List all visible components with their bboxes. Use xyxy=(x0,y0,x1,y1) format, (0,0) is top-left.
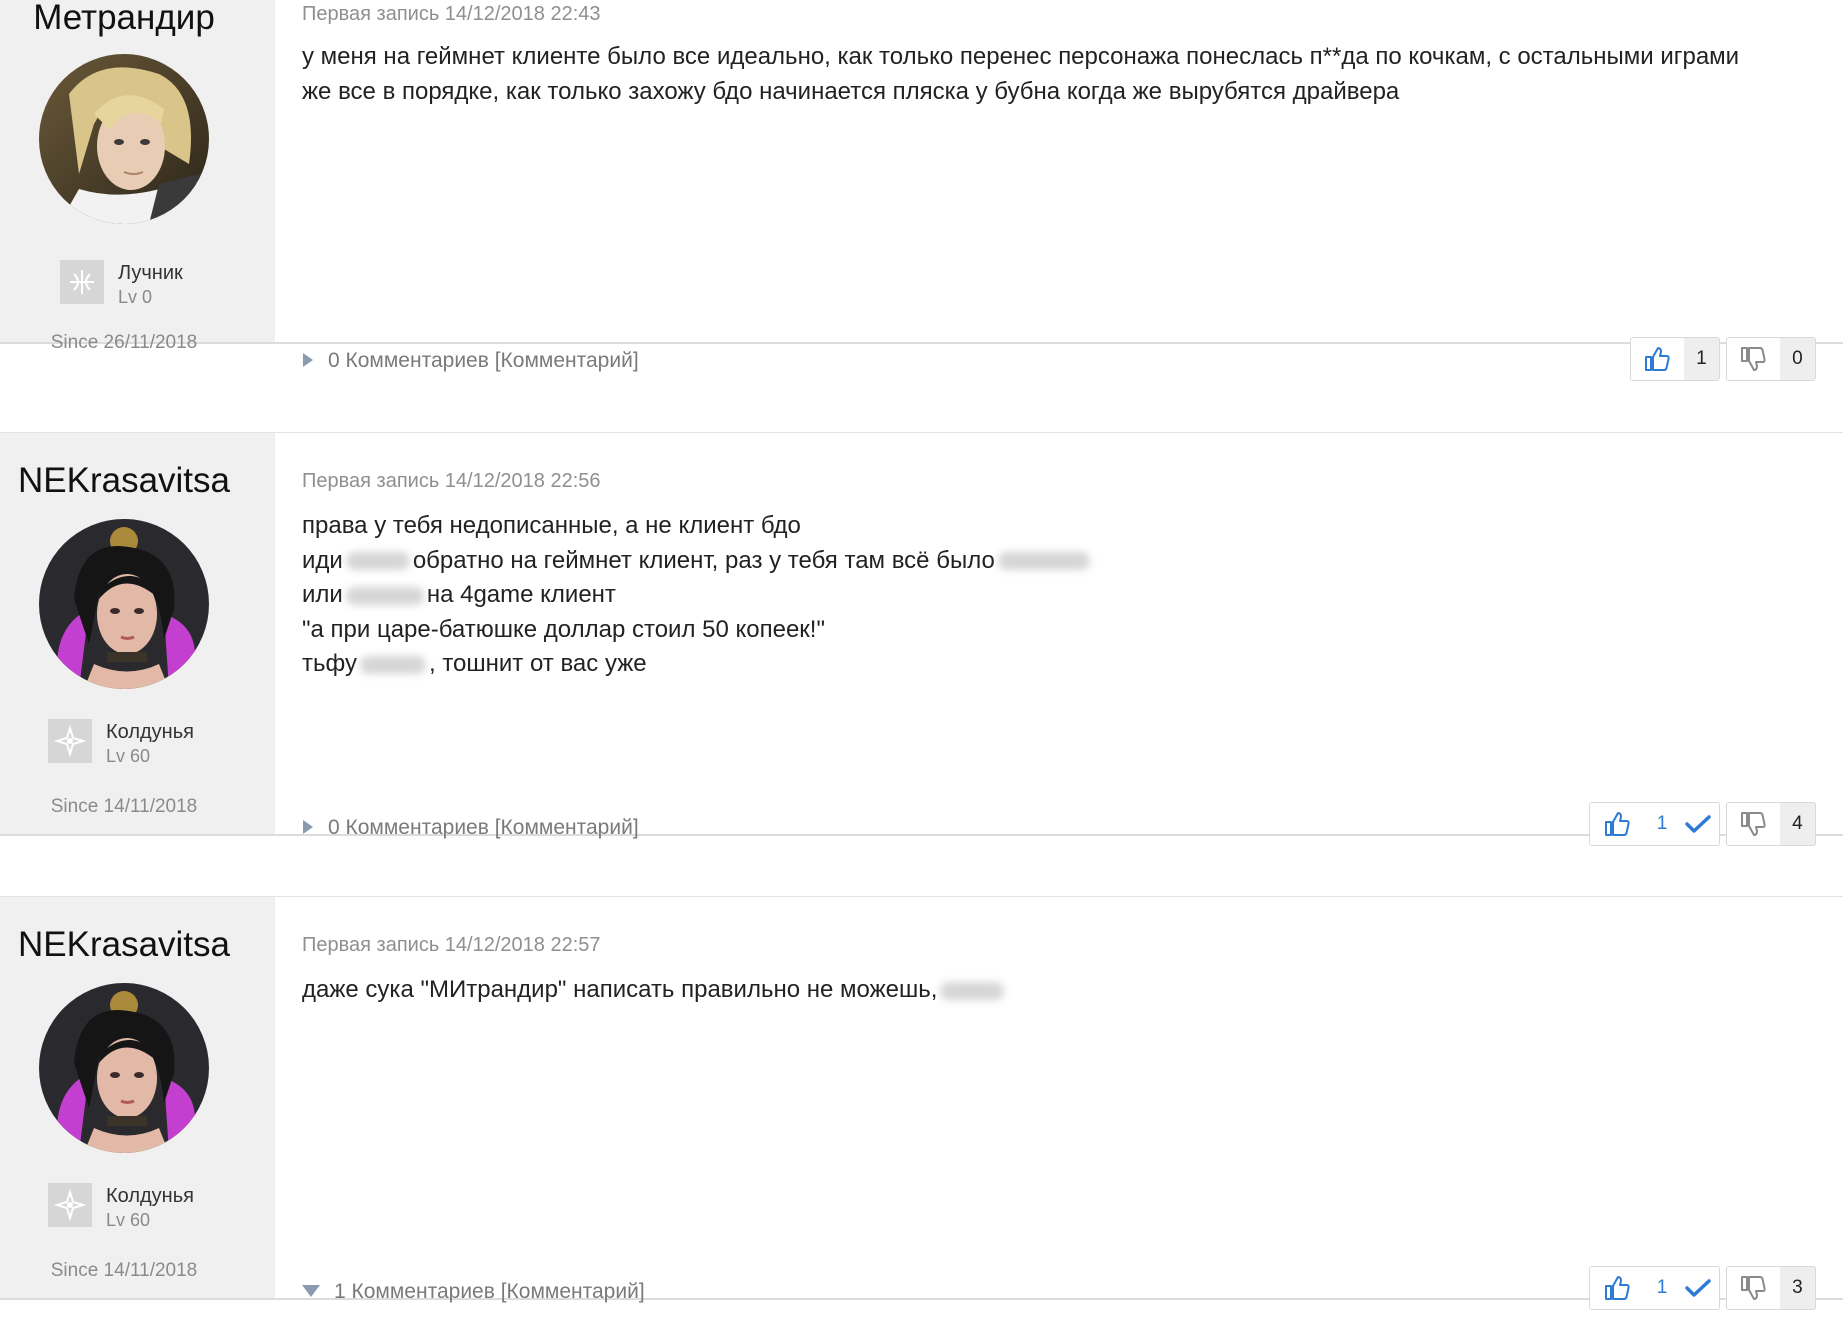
post-line: или на 4game клиент xyxy=(302,581,616,608)
class-name: Лучник xyxy=(118,262,183,284)
member-since: Since 14/11/2018 xyxy=(50,796,198,817)
avatar[interactable] xyxy=(39,54,209,224)
dislike-button[interactable] xyxy=(1726,1266,1816,1310)
comments-toggle[interactable] xyxy=(302,816,639,840)
post-body xyxy=(302,509,1813,682)
triangle-right-icon xyxy=(302,349,314,373)
triangle-down-icon xyxy=(302,1280,320,1304)
post-date: Первая запись 14/12/2018 22:57 xyxy=(302,934,601,956)
post-content xyxy=(302,0,1813,372)
post-body xyxy=(302,973,1813,1008)
post xyxy=(0,896,1843,1303)
post-body xyxy=(302,40,1813,109)
post-content xyxy=(302,433,1813,839)
comments-toggle[interactable] xyxy=(302,1280,645,1304)
censored-word xyxy=(346,587,424,605)
comments-label: 0 Комментариев [Комментарий] xyxy=(328,816,639,839)
like-count: 1 xyxy=(1656,1277,1668,1298)
thumbs-down-icon xyxy=(1727,803,1780,845)
class-level: Lv 0 xyxy=(118,287,153,307)
post-content xyxy=(302,897,1813,1303)
post-date: Первая запись 14/12/2018 22:56 xyxy=(302,470,601,492)
author-name[interactable]: NEKrasavitsa xyxy=(17,925,231,964)
post-line: тьфу , тошнит от вас уже xyxy=(302,650,647,677)
dislike-count: 0 xyxy=(1780,338,1815,380)
thumbs-down-icon xyxy=(1727,338,1780,380)
member-since: Since 26/11/2018 xyxy=(50,332,198,353)
class-name: Колдунья xyxy=(106,721,194,743)
comments-toggle[interactable] xyxy=(302,349,639,373)
avatar[interactable] xyxy=(39,519,209,689)
censored-word xyxy=(998,552,1090,570)
censored-word xyxy=(346,552,410,570)
post-line: права у тебя недописанные, а не клиент бдо xyxy=(302,512,801,539)
class-level: Lv 60 xyxy=(106,746,151,766)
sorceress-icon xyxy=(48,719,92,763)
thumbs-up-icon xyxy=(1590,1267,1644,1309)
dislike-button[interactable] xyxy=(1726,802,1816,846)
author-name[interactable]: NEKrasavitsa xyxy=(17,461,231,500)
sorceress-icon xyxy=(48,1183,92,1227)
post-line: иди обратно на геймнет клиент, раз у тебя там всё было xyxy=(302,544,1813,579)
author-name[interactable]: Метрандир xyxy=(33,0,215,37)
thumbs-up-icon xyxy=(1590,803,1644,845)
post xyxy=(0,0,1843,372)
like-button[interactable] xyxy=(1589,802,1720,846)
dislike-count: 4 xyxy=(1780,803,1815,845)
comments-label: 1 Комментариев [Комментарий] xyxy=(334,1280,645,1303)
bow-icon xyxy=(60,260,104,304)
member-since: Since 14/11/2018 xyxy=(50,1260,198,1281)
class-name: Колдунья xyxy=(106,1185,194,1207)
post-line: даже сука "МИтрандир" написать правильно не можешь, xyxy=(302,973,1813,1008)
class-level: Lv 60 xyxy=(106,1210,151,1230)
post-line: "а при царе-батюшке доллар стоил 50 копеек!" xyxy=(302,615,825,643)
check-icon xyxy=(1680,1267,1716,1309)
author-panel xyxy=(0,897,275,1298)
triangle-right-icon xyxy=(302,816,314,840)
thumbs-down-icon xyxy=(1727,1267,1780,1309)
dislike-button[interactable] xyxy=(1726,337,1816,381)
dislike-count: 3 xyxy=(1780,1267,1815,1309)
thumbs-up-icon xyxy=(1631,338,1684,380)
like-button[interactable] xyxy=(1630,337,1720,381)
censored-word xyxy=(360,656,426,674)
comments-label: 0 Комментариев [Комментарий] xyxy=(328,349,639,372)
check-icon xyxy=(1680,803,1716,845)
author-panel xyxy=(0,0,275,353)
like-count: 1 xyxy=(1684,338,1719,380)
like-button[interactable] xyxy=(1589,1266,1720,1310)
author-panel xyxy=(0,433,275,834)
avatar[interactable] xyxy=(39,983,209,1153)
like-count: 1 xyxy=(1656,813,1668,834)
censored-word xyxy=(940,982,1004,1000)
post-line: же все в порядке, как только захожу бдо начинается пляска у бубна когда же вырубятся драйвера xyxy=(302,77,1400,105)
post xyxy=(0,432,1843,839)
post-date: Первая запись 14/12/2018 22:43 xyxy=(302,3,601,25)
post-line: у меня на геймнет клиенте было все идеально, как только перенес персонажа понеслась п**да по кочкам, с остальными играми xyxy=(302,43,1740,70)
